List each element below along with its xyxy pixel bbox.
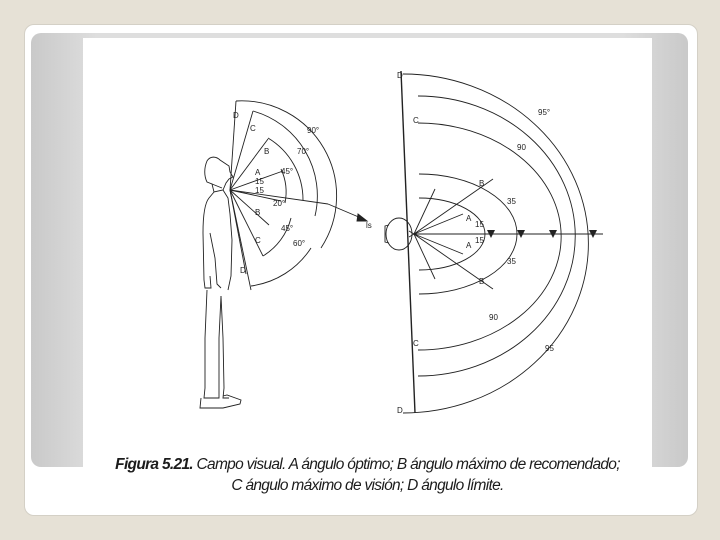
top-angle-label: 35 (507, 197, 516, 206)
top-angle-label: 90 (517, 143, 526, 152)
sight-label: ls (366, 221, 372, 230)
caption-line-2: C ángulo máximo de visión; D ángulo límite. (231, 477, 504, 494)
top-view-arcs (401, 71, 603, 413)
top-zone-label: D (397, 71, 403, 80)
side-angle-label: 90° (307, 126, 320, 135)
visual-field-figure (83, 38, 652, 503)
top-angle-label: 90 (489, 313, 498, 322)
side-angle-label: 60° (293, 239, 306, 248)
top-view-head (385, 218, 414, 250)
side-angle-label: 45° (281, 167, 294, 176)
top-angle-label: 35 (507, 257, 516, 266)
caption-line-1 (83, 454, 652, 475)
top-angle-label: 15 (475, 236, 484, 245)
top-angle-label: 95° (538, 108, 551, 117)
side-angle-label: 15 (255, 186, 264, 195)
caption-text-1: Campo visual. A ángulo óptimo; B ángulo máximo de recomendado; (196, 456, 620, 473)
figure-caption (83, 454, 652, 496)
visual-field-diagram (83, 38, 652, 503)
side-zone-label: C (255, 236, 261, 245)
top-zone-label: B (479, 277, 485, 286)
top-angle-label: 95 (545, 344, 554, 353)
side-zone-label: D (233, 111, 239, 120)
caption-label: Figura 5.21. (115, 456, 193, 473)
side-zone-label: B (255, 208, 261, 217)
side-zone-label: C (250, 124, 256, 133)
top-angle-label: 15 (475, 220, 484, 229)
side-angle-label: 15 (255, 177, 264, 186)
top-zone-label: A (466, 214, 472, 223)
side-zone-label: B (264, 147, 270, 156)
top-zone-label: D (397, 406, 403, 415)
top-zone-label: C (413, 339, 419, 348)
top-zone-label: C (413, 116, 419, 125)
top-zone-label: A (466, 241, 472, 250)
side-angle-label: 45° (281, 224, 294, 233)
side-angle-label: 20° (273, 199, 286, 208)
top-zone-label: B (479, 179, 485, 188)
side-angle-label: 70° (297, 147, 310, 156)
side-zone-label: D (240, 266, 246, 275)
side-zone-label: A (255, 168, 261, 177)
